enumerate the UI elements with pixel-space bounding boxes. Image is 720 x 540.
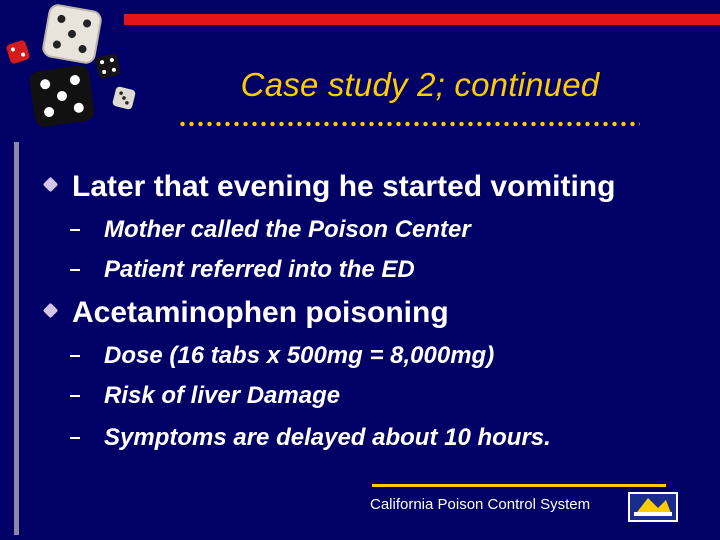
cpcs-logo-icon (628, 492, 678, 522)
title-dotted-underline (178, 118, 640, 130)
bullet-2-sub-3 (104, 424, 551, 452)
bullet-2-sub-3-text: Symptoms are delayed about 10 hours. (104, 424, 551, 451)
bullet-1-sub-2-text: Patient referred into the ED (104, 256, 415, 283)
top-red-rule (124, 14, 720, 25)
bullet-2-sub-2-text: Risk of liver Damage (104, 382, 341, 409)
footer-text: California Poison Control System (370, 496, 591, 513)
bullet-1-sub-1-text: Mother called the Poison Center (104, 216, 471, 243)
left-grey-rule (14, 142, 19, 535)
dash-bullet-icon (70, 395, 80, 397)
dash-bullet-icon (70, 229, 80, 231)
diamond-bullet-icon (43, 303, 59, 319)
bullet-2-sub-1-text: Dose (16 tabs x 500mg = 8,000mg) (104, 342, 495, 369)
bullet-2-sub-2 (104, 382, 340, 410)
bullet-2-sub-1 (104, 342, 494, 370)
footer-rule (372, 484, 666, 487)
bullet-1-sub-2 (104, 256, 415, 284)
dash-bullet-icon (70, 355, 80, 357)
bullet-1 (72, 170, 615, 204)
bullet-2-text: Acetaminophen poisoning (72, 296, 449, 329)
dash-bullet-icon (70, 437, 80, 439)
dice-icon (0, 0, 150, 130)
bullet-2 (72, 296, 449, 330)
bullet-1-text: Later that evening he started vomiting (72, 170, 616, 203)
bullet-1-sub-1 (104, 216, 471, 244)
diamond-bullet-icon (43, 177, 59, 193)
page-title: Case study 2; continued (240, 66, 600, 103)
dash-bullet-icon (70, 269, 80, 271)
